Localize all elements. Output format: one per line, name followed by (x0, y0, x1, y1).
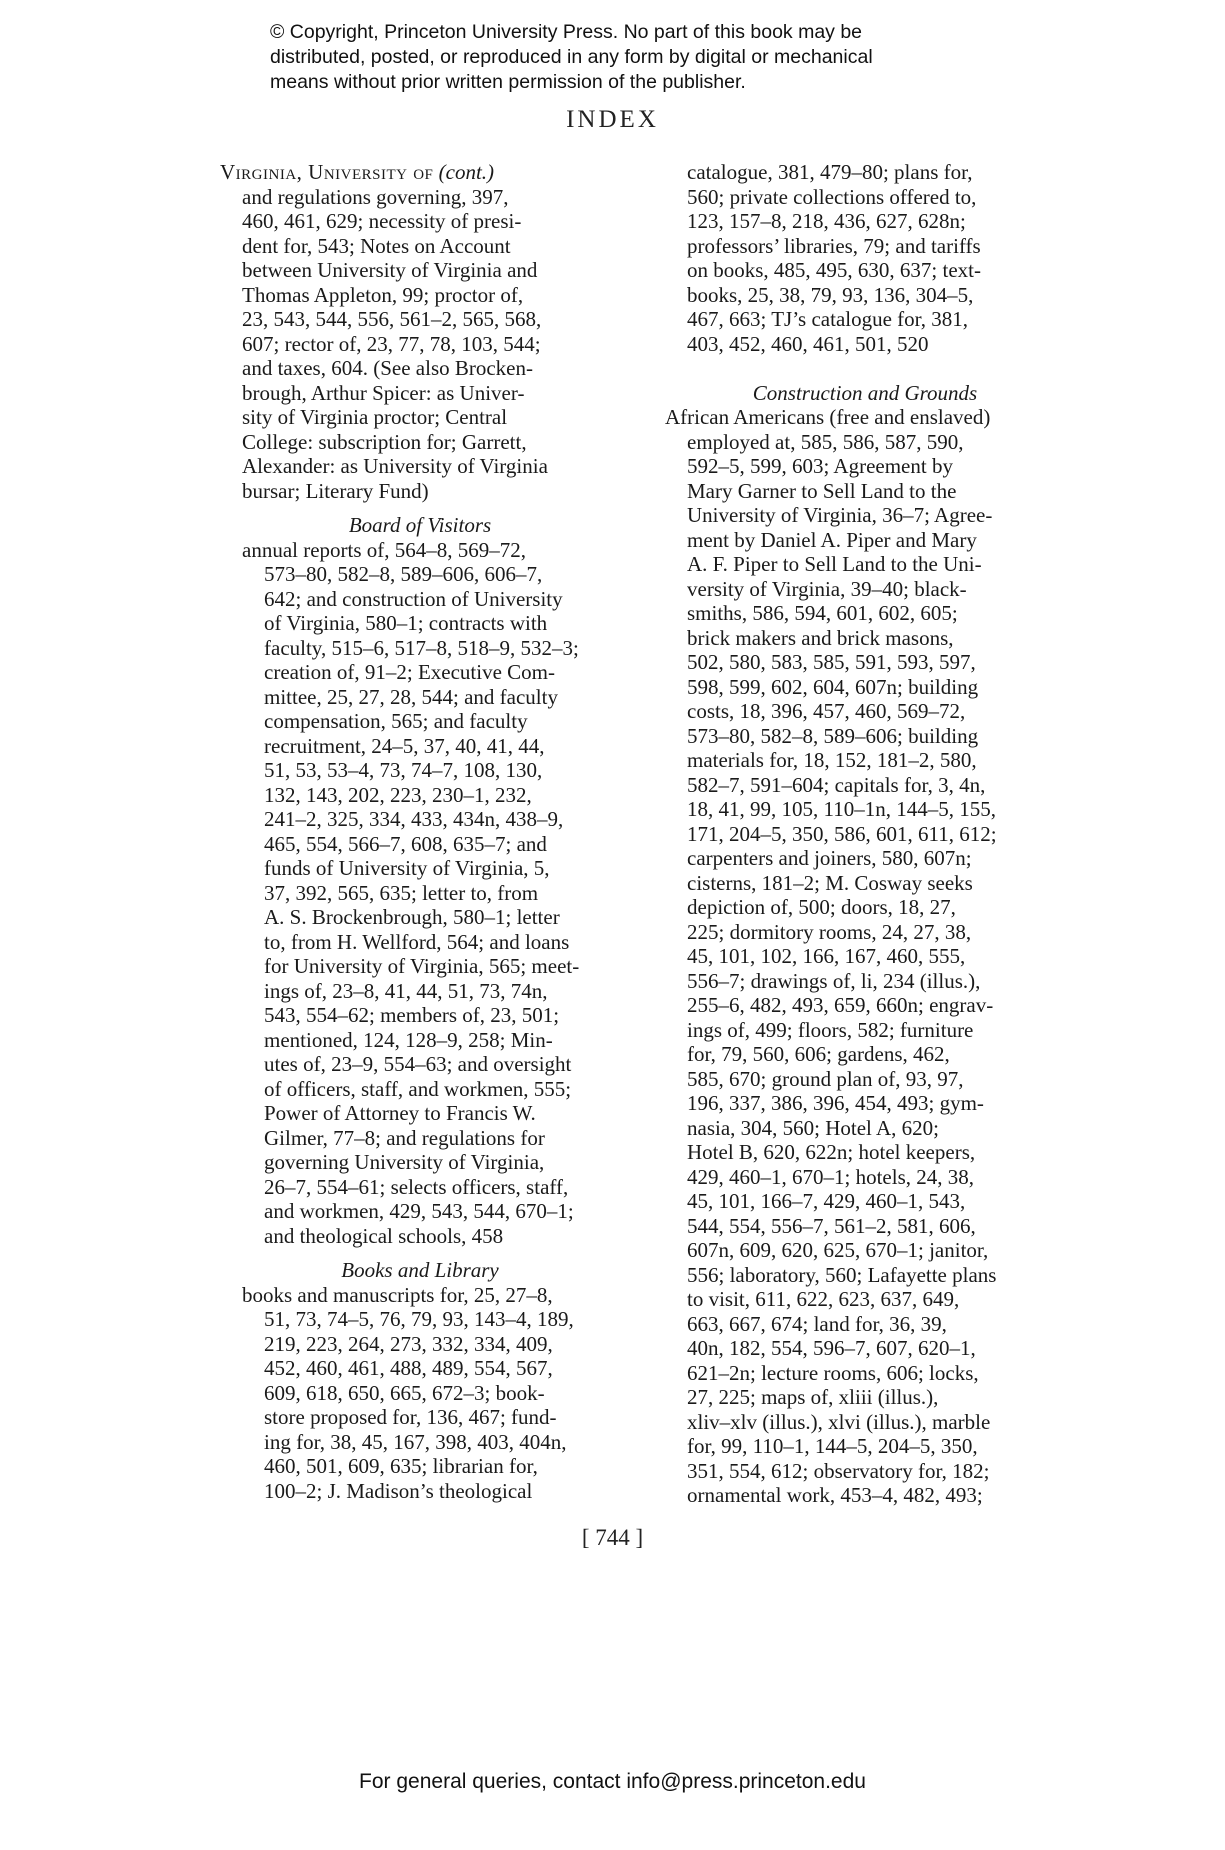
index-entry-block (665, 160, 1065, 356)
index-entry-line: 544, 554, 556–7, 561–2, 581, 606, (687, 1213, 976, 1238)
index-entry-line: A. S. Brockenbrough, 580–1; letter (264, 905, 560, 929)
copyright-notice (270, 20, 970, 95)
heading-cont: (cont.) (438, 160, 495, 184)
index-entry-line: and theological schools, 458 (264, 1223, 504, 1248)
index-entry-line: bursar; Literary Fund) (242, 478, 429, 503)
index-entry-line: funds of University of Virginia, 5, (264, 856, 550, 880)
index-entry-line: ings of, 23–8, 41, 44, 51, 73, 74n, (264, 978, 548, 1003)
index-entry-line: 351, 554, 612; observatory for, 182; (687, 1458, 990, 1483)
index-entry-line: 196, 337, 386, 396, 454, 493; gym- (687, 1091, 984, 1115)
index-entry-line: 51, 73, 74–5, 76, 79, 93, 143–4, 189, (264, 1307, 574, 1331)
index-entry-line: 37, 392, 565, 635; letter to, from (264, 880, 539, 905)
index-entry-line: for University of Virginia, 565; meet- (264, 954, 580, 978)
index-subheading: Books and Library (341, 1258, 499, 1282)
index-entry-line: compensation, 565; and faculty (264, 709, 528, 733)
index-entry-line: books, 25, 38, 79, 93, 136, 304–5, (687, 282, 974, 307)
footer-contact: For general queries, contact info@press.princeton.edu (359, 1770, 866, 1793)
index-entry-line: Alexander: as University of Virginia (242, 454, 548, 478)
index-entry-line: dent for, 543; Notes on Account (242, 233, 511, 258)
index-entry-line: 403, 452, 460, 461, 501, 520 (687, 331, 929, 356)
page-number: [ 744 ] (581, 1525, 644, 1550)
index-subheading: Board of Visitors (348, 513, 492, 537)
index-entry-line: ings of, 499; floors, 582; furniture (687, 1017, 974, 1042)
index-entry-line: 543, 554–62; members of, 23, 501; (264, 1003, 560, 1027)
index-entry-line: recruitment, 24–5, 37, 40, 41, 44, (264, 733, 545, 758)
index-entry-line: Hotel B, 620, 622n; hotel keepers, (687, 1140, 976, 1164)
heading-text: Virginia, University of (220, 160, 434, 184)
index-entry-line: 26–7, 554–61; selects officers, staff, (264, 1174, 569, 1199)
index-entry-line: Thomas Appleton, 99; proctor of, (242, 282, 524, 307)
index-entry-line: 592–5, 599, 603; Agreement by (687, 454, 953, 478)
index-entry-line: 241–2, 325, 334, 433, 434n, 438–9, (264, 807, 564, 831)
index-entry-line: and taxes, 604. (See also Brocken- (242, 356, 533, 380)
index-entry-line: A. F. Piper to Sell Land to the Uni- (687, 552, 982, 576)
index-entry-line: professors’ libraries, 79; and tariffs (687, 233, 981, 258)
index-entry-line: 45, 101, 166–7, 429, 460–1, 543, (687, 1189, 966, 1213)
index-entry-line: to visit, 611, 622, 623, 637, 649, (687, 1287, 960, 1311)
index-entry-line: 502, 580, 583, 585, 591, 593, 597, (687, 650, 976, 674)
index-entry-line: 556; laboratory, 560; Lafayette plans (687, 1262, 997, 1287)
index-entry-line: for, 79, 560, 606; gardens, 462, (687, 1042, 950, 1066)
index-entry-line: 582–7, 591–604; capitals for, 3, 4n, (687, 772, 986, 797)
index-entry-line: catalogue, 381, 479–80; plans for, (687, 160, 973, 184)
index-entry-line: 663, 667, 674; land for, 36, 39, (687, 1311, 947, 1336)
index-entry-line: brough, Arthur Spicer: as Univer- (242, 380, 525, 405)
index-entry-line: cisterns, 181–2; M. Cosway seeks (687, 870, 973, 895)
copyright-line: means without prior written permission of the publisher. (270, 71, 746, 93)
index-entry-line: between University of Virginia and (242, 258, 538, 282)
index-entry-line: Power of Attorney to Francis W. (264, 1101, 536, 1125)
index-entry-line: 171, 204–5, 350, 586, 601, 611, 612; (687, 821, 997, 846)
index-entry-line: on books, 485, 495, 630, 637; text- (687, 258, 981, 282)
index-entry-line: 123, 157–8, 218, 436, 627, 628n; (687, 209, 966, 233)
index-entry-line: 573–80, 582–8, 589–606; building (687, 723, 979, 748)
index-entry-line: creation of, 91–2; Executive Com- (264, 660, 555, 684)
index-entry-line: utes of, 23–9, 554–63; and oversight (264, 1052, 572, 1076)
index-entry-line: 607; rector of, 23, 77, 78, 103, 544; (242, 331, 541, 356)
index-entry-line: 465, 554, 566–7, 608, 635–7; and (264, 831, 547, 856)
index-entry-line: employed at, 585, 586, 587, 590, (687, 429, 964, 454)
index-subheading: Construction and Grounds (752, 380, 978, 405)
index-entry-line: 27, 225; maps of, xliii (illus.), (687, 1385, 939, 1409)
index-entry-line: of Virginia, 580–1; contracts with (264, 611, 548, 635)
index-entry-line: 429, 460–1, 670–1; hotels, 24, 38, (687, 1164, 974, 1189)
index-entry-line: 460, 501, 609, 635; librarian for, (264, 1454, 538, 1478)
index-entry-line: xliv–xlv (illus.), xlvi (illus.), marble (687, 1409, 991, 1434)
index-entry-line: of officers, staff, and workmen, 555; (264, 1076, 572, 1101)
page-title: INDEX (566, 106, 659, 133)
copyright-line: distributed, posted, or reproduced in any form by digital or mechanical (270, 46, 873, 68)
index-entry-line: 225; dormitory rooms, 24, 27, 38, (687, 919, 972, 944)
index-entry-line: depiction of, 500; doors, 18, 27, (687, 895, 956, 919)
index-entry-line: versity of Virginia, 39–40; black- (687, 576, 967, 601)
index-entry-line: faculty, 515–6, 517–8, 518–9, 532–3; (264, 635, 579, 660)
index-entry-block (220, 185, 620, 504)
index-entry-line: governing University of Virginia, (264, 1150, 545, 1174)
index-column-right (665, 160, 1065, 1508)
index-entry-line: College: subscription for; Garrett, (242, 429, 527, 454)
index-entry-line: 23, 543, 544, 556, 561–2, 565, 568, (242, 307, 542, 331)
index-entry-block (220, 562, 620, 1248)
index-entry-block (665, 430, 1065, 1508)
index-entry-line: nasia, 304, 560; Hotel A, 620; (687, 1115, 939, 1140)
index-entry-line: 585, 670; ground plan of, 93, 97, (687, 1066, 964, 1091)
copyright-line: © Copyright, Princeton University Press. No part of this book may be (270, 21, 863, 43)
index-entry-first: African Americans (free and enslaved) (665, 405, 991, 429)
index-entry-line: smiths, 586, 594, 601, 602, 605; (687, 601, 958, 625)
index-entry-line: store proposed for, 136, 467; fund- (264, 1405, 557, 1429)
index-entry-first: annual reports of, 564–8, 569–72, (242, 537, 527, 562)
index-entry-line: Gilmer, 77–8; and regulations for (264, 1125, 545, 1150)
index-entry-line: 132, 143, 202, 223, 230–1, 232, (264, 782, 532, 807)
index-entry-line: for, 99, 110–1, 144–5, 204–5, 350, (687, 1434, 978, 1458)
index-entry-line: 642; and construction of University (264, 586, 563, 611)
index-entry-line: 100–2; J. Madison’s theological (264, 1478, 533, 1503)
index-heading (220, 160, 620, 185)
index-entry-line: University of Virginia, 36–7; Agree- (687, 503, 993, 527)
index-entry-line: ment by Daniel A. Piper and Mary (687, 527, 977, 552)
index-entry-line: 219, 223, 264, 273, 332, 334, 409, (264, 1331, 553, 1356)
index-entry-line: 18, 41, 99, 105, 110–1n, 144–5, 155, (687, 797, 996, 821)
index-entry-line: 255–6, 482, 493, 659, 660n; engrav- (687, 993, 994, 1017)
index-entry-line: brick makers and brick masons, (687, 625, 954, 650)
index-column-left (220, 160, 620, 1503)
index-entry-line: Mary Garner to Sell Land to the (687, 478, 957, 503)
index-entry-line: and workmen, 429, 543, 544, 670–1; (264, 1199, 574, 1223)
index-entry-line: materials for, 18, 152, 181–2, 580, (687, 748, 977, 772)
index-entry-line: 560; private collections offered to, (687, 184, 977, 209)
index-entry-first: books and manuscripts for, 25, 27–8, (242, 1282, 553, 1307)
index-entry-line: 621–2n; lecture rooms, 606; locks, (687, 1360, 979, 1385)
index-entry-line: mentioned, 124, 128–9, 258; Min- (264, 1027, 553, 1052)
index-entry-line: 460, 461, 629; necessity of presi- (242, 209, 522, 233)
index-entry-line: to, from H. Wellford, 564; and loans (264, 929, 570, 954)
index-entry-line: ornamental work, 453–4, 482, 493; (687, 1483, 983, 1507)
index-entry-line: mittee, 25, 27, 28, 544; and faculty (264, 684, 558, 709)
index-entry-line: carpenters and joiners, 580, 607n; (687, 846, 972, 870)
index-entry-line: sity of Virginia proctor; Central (242, 405, 508, 429)
index-entry-line: 45, 101, 102, 166, 167, 460, 555, (687, 944, 966, 968)
index-entry-line: 467, 663; TJ’s catalogue for, 381, (687, 307, 969, 331)
index-entry-block (220, 1307, 620, 1503)
index-entry-line: 607n, 609, 620, 625, 670–1; janitor, (687, 1238, 989, 1262)
index-entry-line: and regulations governing, 397, (242, 184, 509, 209)
index-entry-line: 51, 53, 53–4, 73, 74–7, 108, 130, (264, 758, 543, 782)
index-entry-line: 573–80, 582–8, 589–606, 606–7, (264, 562, 543, 586)
index-entry-line: ing for, 38, 45, 167, 398, 403, 404n, (264, 1429, 567, 1454)
index-entry-line: 40n, 182, 554, 596–7, 607, 620–1, (687, 1336, 976, 1360)
index-entry-line: 598, 599, 602, 604, 607n; building (687, 674, 979, 699)
index-entry-line: costs, 18, 396, 457, 460, 569–72, (687, 699, 966, 723)
index-entry-line: 609, 618, 650, 665, 672–3; book- (264, 1380, 545, 1405)
index-entry-line: 556–7; drawings of, li, 234 (illus.), (687, 968, 981, 993)
index-entry-line: 452, 460, 461, 488, 489, 554, 567, (264, 1356, 553, 1380)
